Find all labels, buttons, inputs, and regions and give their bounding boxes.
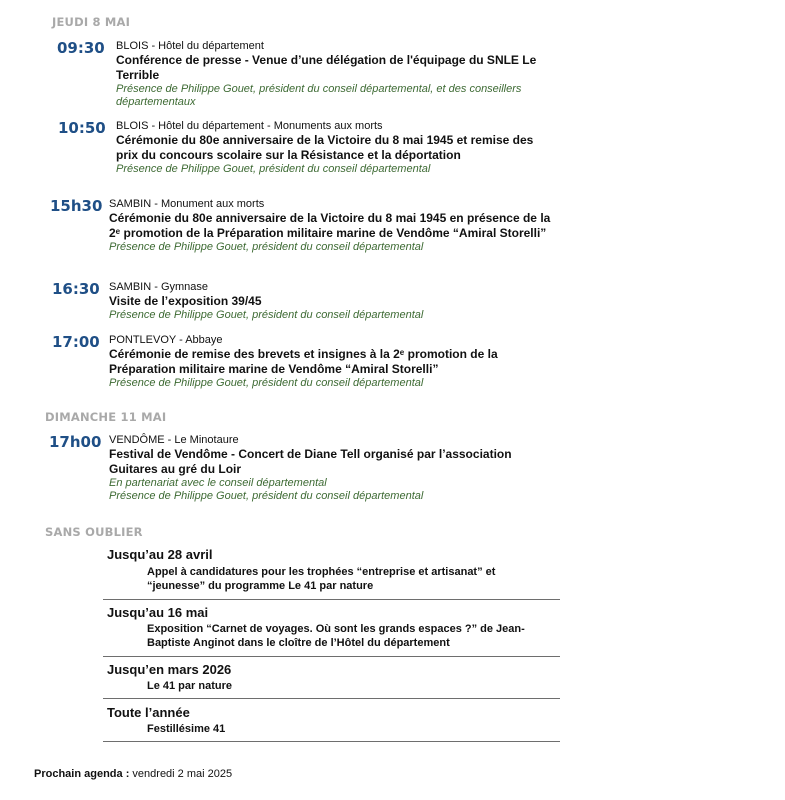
event-title: Festival de Vendôme - Concert de Diane Tell organisé par l’association Guitares au gré du Loir (109, 447, 512, 476)
section-heading-reminders: SANS OUBLIER (45, 525, 143, 539)
event-time: 09:30 (57, 39, 105, 57)
event-time: 16:30 (52, 280, 100, 298)
event-place: VENDÔME - Le Minotaure (109, 434, 239, 446)
reminder-when: Jusqu’au 28 avril (107, 547, 213, 562)
event-place: SAMBIN - Monument aux morts (109, 198, 265, 210)
event-title: Cérémonie de remise des brevets et insignes à la 2ᵉ promotion de la Préparation militaire marine de Vendôme “Amiral Storelli” (109, 347, 498, 376)
event-place: PONTLEVOY - Abbaye (109, 334, 223, 346)
reminder-description: Le 41 par nature (147, 680, 232, 692)
event-presence: Présence de Philippe Gouet, président du conseil départemental (116, 163, 431, 175)
event-time: 17h00 (49, 433, 102, 451)
reminder-description: Festillésime 41 (147, 723, 226, 735)
event-time: 10:50 (58, 119, 106, 137)
reminder-description: Appel à candidatures pour les trophées “entreprise et artisanat” et “jeunesse” du programme Le 41 par nature (147, 566, 496, 592)
next-agenda-date: vendredi 2 mai 2025 (132, 768, 233, 780)
event-presence: Présence de Philippe Gouet, président du conseil départemental (109, 490, 424, 502)
event-time: 17:00 (52, 333, 100, 351)
event-title: Cérémonie du 80e anniversaire de la Victoire du 8 mai 1945 et remise des prix du concours scolaire sur la Résistance et la déportation (116, 133, 534, 162)
event-presence: Présence de Philippe Gouet, président du conseil départemental (109, 309, 424, 321)
section-heading-dimanche: DIMANCHE 11 MAI (45, 410, 167, 424)
reminder-when: Jusqu’en mars 2026 (107, 662, 232, 677)
next-agenda-note (34, 768, 232, 780)
reminder-item (103, 705, 560, 742)
event-title: Conférence de presse - Venue d’une délégation de l'équipage du SNLE Le Terrible (116, 53, 537, 82)
event-partner: En partenariat avec le conseil départemental (109, 477, 327, 489)
reminder-description: Exposition “Carnet de voyages. Où sont les grands espaces ?” de Jean-Baptiste Anginot dans le cloître de l’Hôtel du département (147, 623, 525, 649)
event-place: BLOIS - Hôtel du département - Monuments aux morts (116, 120, 383, 132)
event-presence: Présence de Philippe Gouet, président du conseil départemental (109, 241, 424, 253)
reminder-when: Toute l’année (107, 705, 190, 720)
section-heading-jeudi: JEUDI 8 MAI (52, 15, 131, 29)
reminder-item (103, 547, 560, 600)
event-place: BLOIS - Hôtel du département (116, 40, 264, 52)
reminder-item (103, 662, 560, 699)
event-title: Visite de l’exposition 39/45 (109, 294, 262, 308)
reminder-item (103, 605, 560, 657)
reminder-when: Jusqu’au 16 mai (107, 605, 209, 620)
event-place: SAMBIN - Gymnase (109, 281, 209, 293)
event-presence: Présence de Philippe Gouet, président du conseil départemental, et des conseillers départementaux (116, 83, 522, 108)
event-title: Cérémonie du 80e anniversaire de la Victoire du 8 mai 1945 en présence de la 2ᵉ promotion de la Préparation militaire marine de Vendôme “Amiral Storelli” (109, 211, 551, 240)
event-time: 15h30 (50, 197, 103, 215)
event-presence: Présence de Philippe Gouet, président du conseil départemental (109, 377, 424, 389)
next-agenda-label: Prochain agenda : (34, 768, 130, 780)
